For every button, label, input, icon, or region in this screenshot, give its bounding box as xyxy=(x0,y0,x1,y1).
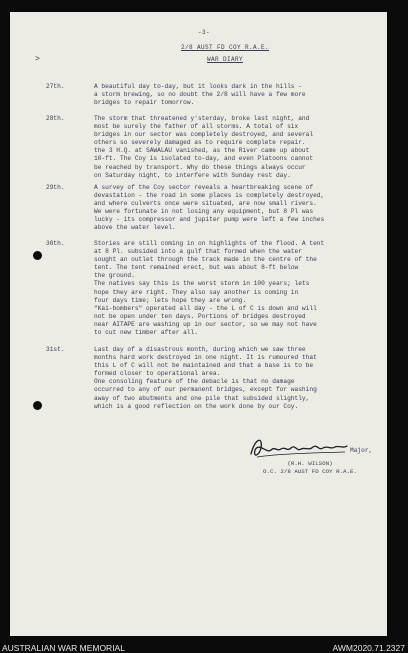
signature-block xyxy=(250,460,370,476)
entry-date: 27th. xyxy=(46,83,65,90)
footer-accession-number: AWM2020.71.2327 xyxy=(332,643,405,653)
entry-text: The storm that threatened y'sterday, broke last night, and most be surely the father of all storms. A total of six bridges in our sector was completely destroyed, and several others so severely damaged as to require complete repair. the 3 H.Q. at SAWALAU vanished, as the River came up about 10-ft. The Coy is isolated to-day, and even Platoons cannot be reached by transport. Why do these things always occur on Saturday night, to interfere with Sunday rest day. xyxy=(94,115,314,179)
entry-date: 31st. xyxy=(46,346,65,353)
unit-heading: 2/8 AUST FD COY R.A.E. xyxy=(180,44,269,51)
punch-hole xyxy=(33,251,42,260)
punch-hole xyxy=(33,401,42,410)
entry-date: 28th. xyxy=(46,115,65,122)
footer-bar xyxy=(0,643,408,653)
document-title: WAR DIARY xyxy=(206,56,243,63)
entry-text: A beautiful day to-day, but it looks dark in the hills - a storm brewing, so no doubt the 2/8 will have a few more bridges to repair tomorrow. xyxy=(94,83,306,107)
page-number: -3- xyxy=(197,29,211,36)
margin-mark: > xyxy=(35,55,40,64)
signature-title: O.C. 2/8 AUST FD COY R.A.E. xyxy=(263,468,357,475)
entry-date: 29th. xyxy=(46,184,65,191)
entry-text: Last day of a disastrous month, during which we saw three months hard work destroyed in one night. It is rumoured that this L of C will not be maintained and that a base is to be formed closer to operational area. One consoling feature of the debacle is that no damage occurred to any of our permanent bridges, except for washing away of two abutments and one pile that subsided slightly, which is a good reflection on the work done by our Coy. xyxy=(94,346,317,410)
signature-rank: Major, xyxy=(350,447,373,454)
entry-text: Stories are still coming in on highlights of the flood. A tent at 8 Pl. subsided into a gulf that formed when the water sought an outlet through the track made in the centre of the tent. The tent remained erect, but was about 8-ft below the ground. The natives say this is the worst storm in 100 years; lets hope they are right. They also say another is coming in four days time; lets hope they are wrong. "Kai-bombers" operated all day - the L of C is down and will not be open under ten days. Portions of bridges destroyed near AITAPE are washing up in our sector, so we may not have to cut new timber after all. xyxy=(94,240,325,337)
document-page xyxy=(10,12,387,636)
entry-date: 30th. xyxy=(46,240,65,247)
signature-name: (R.H. WILSON) xyxy=(287,460,333,467)
footer-source: AUSTRALIAN WAR MEMORIAL xyxy=(2,643,125,653)
entry-text: A survey of the Coy sector reveals a heartbreaking scene of devastation - the road in some places is completely destroyed, and where culverts once were situated, are now small rivers. We were fortunate in not losing any equipment, but 8 Pl was lucky - its compressor and jupiter pump were left a few inches above the water level. xyxy=(94,184,325,232)
